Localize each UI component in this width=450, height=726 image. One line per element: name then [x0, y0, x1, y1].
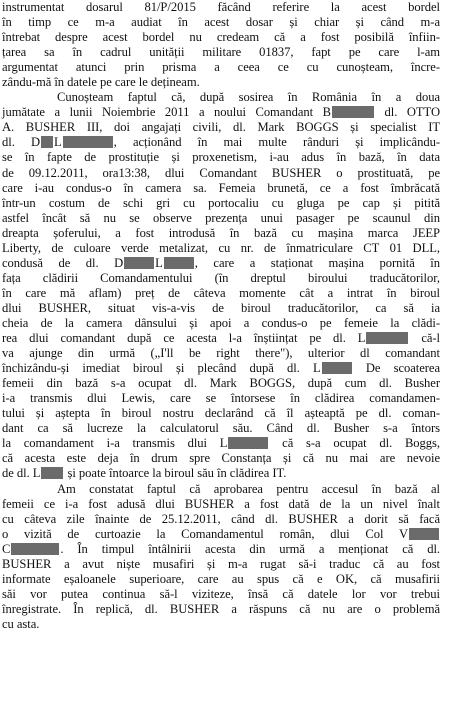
redaction-box: [164, 257, 194, 269]
redaction-box: [409, 528, 439, 540]
text-segment: cu câteva zile înainte de 25.12.2011, când dl. BUSHER a dorit să facă: [2, 511, 440, 526]
text-line: [2, 527, 440, 542]
text-segment: și poate întoarce la biroul său în clădirea IT.: [64, 466, 287, 481]
text-line: [2, 406, 440, 421]
text-segment: informate eșaloanele superioare, care au spus că e OK, că musafirii: [2, 571, 440, 586]
text-line: [2, 241, 440, 256]
text-line: [2, 150, 440, 165]
text-segment: care i-au condus-o în camera sa. Femeia brunetă, ce a fost îmbrăcată: [2, 180, 440, 195]
text-line: [2, 602, 440, 617]
text-line: [2, 105, 440, 120]
text-line: [2, 587, 440, 602]
text-line: [2, 421, 440, 436]
text-segment: tului și aștepta în biroul nostru declarând că îl așteaptă pe dl. coman-: [2, 406, 440, 421]
text-segment: săi vor putea continua să-l viziteze, însă că datele lor vor trebui: [2, 586, 440, 601]
text-line: [2, 617, 440, 632]
text-line: [2, 466, 440, 481]
text-segment: dreapta șoferului, a fost introdusă în bază cu mașina marca JEEP: [2, 225, 440, 240]
text-segment: de 09.12.2011, ora13:38, dlui Comandant BUSHER o prostituată, pe: [2, 165, 440, 180]
redaction-box: [63, 136, 113, 148]
text-segment: , acționând în mai multe rânduri și implicându-: [113, 135, 440, 150]
text-line: [2, 557, 440, 572]
text-segment: L: [54, 135, 62, 150]
text-line: [2, 271, 440, 286]
text-line: [2, 60, 440, 75]
text-line: [2, 0, 440, 15]
text-segment: condusă de dl. D: [2, 255, 124, 270]
text-line: [2, 181, 440, 196]
text-line: [2, 436, 440, 451]
redaction-box: [332, 106, 374, 118]
text-segment: întrebat despre acest bordel nu credeam că a fost posibilă înfiin-: [2, 30, 440, 45]
text-segment: astfel încât să nu se observe prezența unui pasager pe scaunul din: [2, 210, 440, 225]
text-segment: fața clădirii Comandamentului (în dreptul biroului traducătorilor,: [2, 270, 440, 285]
text-segment: BUSHER a avut niște musafiri și m-a rugat să-i traduc că au fost: [2, 556, 440, 571]
text-line: [2, 45, 440, 60]
text-segment: dl. OTTO: [374, 105, 440, 120]
text-line: [2, 482, 440, 497]
text-segment: zându-mă în datele pe care le dețineam.: [2, 75, 200, 90]
text-segment: instrumentat dosarul 81/P/2015 făcând referire la acest bordel: [2, 0, 440, 14]
redaction-box: [41, 136, 53, 148]
text-segment: Cunoșteam faptul că, după sosirea în România în a doua: [57, 90, 440, 105]
paragraph: [2, 90, 440, 481]
text-line: [2, 512, 440, 527]
text-line: [2, 166, 440, 181]
text-segment: țarea sa în cadrul unității militare 01837, fapt pe care l-am: [2, 45, 440, 60]
text-line: [2, 120, 440, 135]
text-line: [2, 497, 440, 512]
text-segment: în timp ce m-a audiat în acest dosar și chiar și când m-a: [2, 15, 440, 30]
text-line: [2, 286, 440, 301]
text-segment: că acesta este deja în drum spre Constanța și că nu mai are nevoie: [2, 451, 440, 466]
text-line: [2, 572, 440, 587]
text-segment: închizându-și imediat biroul și plecând după dl. L: [2, 361, 321, 376]
redaction-box: [124, 257, 154, 269]
text-segment: A. BUSHER III, doi angajați civili, dl. Mark BOGGS și specialist IT: [2, 120, 440, 135]
text-segment: dlui BUSHER, situat vis-a-vis de biroul traducătorilor, ca să ia: [2, 300, 440, 315]
text-line: [2, 90, 440, 105]
text-segment: femeii ce i-a fost adusă dlui BUSHER a fost dată de la un nivel înalt: [2, 496, 440, 511]
text-segment: Liberty, de culoare verde metalizat, cu nr. de înmatriculare CT 01 DLL,: [2, 240, 440, 255]
text-segment: înregistrate. În replică, dl. BUSHER a răspuns că nu are o problemă: [2, 601, 440, 616]
text-line: [2, 331, 440, 346]
redaction-box: [41, 467, 63, 479]
text-segment: argumentat atunci prin prisma a ceea ce cu cunoșteam, încre-: [2, 60, 440, 75]
redaction-box: [11, 543, 59, 555]
text-segment: L: [155, 255, 163, 270]
text-line: [2, 391, 440, 406]
text-line: [2, 256, 440, 271]
text-segment: femeii din bază s-a ocupat dl. Mark BOGGS, după cum dl. Busher: [2, 376, 440, 391]
text-line: [2, 301, 440, 316]
text-segment: i-a transmis dlui Lewis, care se întorsese în clădirea comandamen-: [2, 391, 440, 406]
text-segment: dant ca să lucreze la calculatorul său. Când dl. Busher s-a întors: [2, 421, 440, 436]
text-segment: va ajunge din urmă („I'll be right there"), ulterior dl comandant: [2, 346, 440, 361]
text-line: [2, 542, 440, 557]
text-line: [2, 346, 440, 361]
text-segment: , care a staționat mașina pornită în: [194, 255, 440, 270]
text-segment: la comandament i-a transmis dlui L: [2, 436, 228, 451]
text-segment: cheia de la camera dânsului și apoi a condus-o pe femeie la clădi-: [2, 315, 440, 330]
text-line: [2, 376, 440, 391]
text-segment: de dl. L: [2, 466, 41, 481]
redaction-box: [366, 332, 408, 344]
text-line: [2, 361, 440, 376]
text-segment: cu asta.: [2, 616, 40, 631]
text-segment: într-un costum de schi gri cu portocaliu cu gluga pe cap și pitită: [2, 195, 440, 210]
text-segment: dl. D: [2, 135, 41, 150]
text-line: [2, 226, 440, 241]
text-line: [2, 211, 440, 226]
text-segment: rea dlui comandant după ce acesta l-a înștiințat pe dl. L: [2, 331, 366, 346]
text-segment: Am constatat faptul că aprobarea pentru accesul în bază al: [57, 481, 440, 496]
text-segment: în care mă aflam) preț de câteva momente cât a intrat în biroul: [2, 285, 440, 300]
paragraph: [2, 0, 440, 90]
text-segment: De scoaterea: [352, 361, 440, 376]
redaction-box: [228, 437, 268, 449]
redaction-box: [322, 362, 352, 374]
text-line: [2, 15, 440, 30]
text-line: [2, 30, 440, 45]
text-line: [2, 451, 440, 466]
text-line: [2, 196, 440, 211]
text-line: [2, 135, 440, 150]
text-segment: o vizită de curtoazie la Comandamentul român, dlui Col V: [2, 526, 408, 541]
text-segment: C: [2, 541, 11, 556]
text-segment: . În timpul întâlnirii acesta din urmă a menționat că dl.: [60, 541, 440, 556]
text-segment: se în fapte de prostituție și proxenetism, i-au adus în bază, în data: [2, 150, 440, 165]
text-line: [2, 75, 440, 90]
text-segment: că-l: [409, 331, 441, 346]
text-segment: că s-a ocupat dl. Boggs,: [269, 436, 440, 451]
text-line: [2, 316, 440, 331]
paragraph: [2, 482, 440, 632]
text-segment: jumătate a lunii Noiembrie 2011 a noului Comandant B: [2, 105, 331, 120]
